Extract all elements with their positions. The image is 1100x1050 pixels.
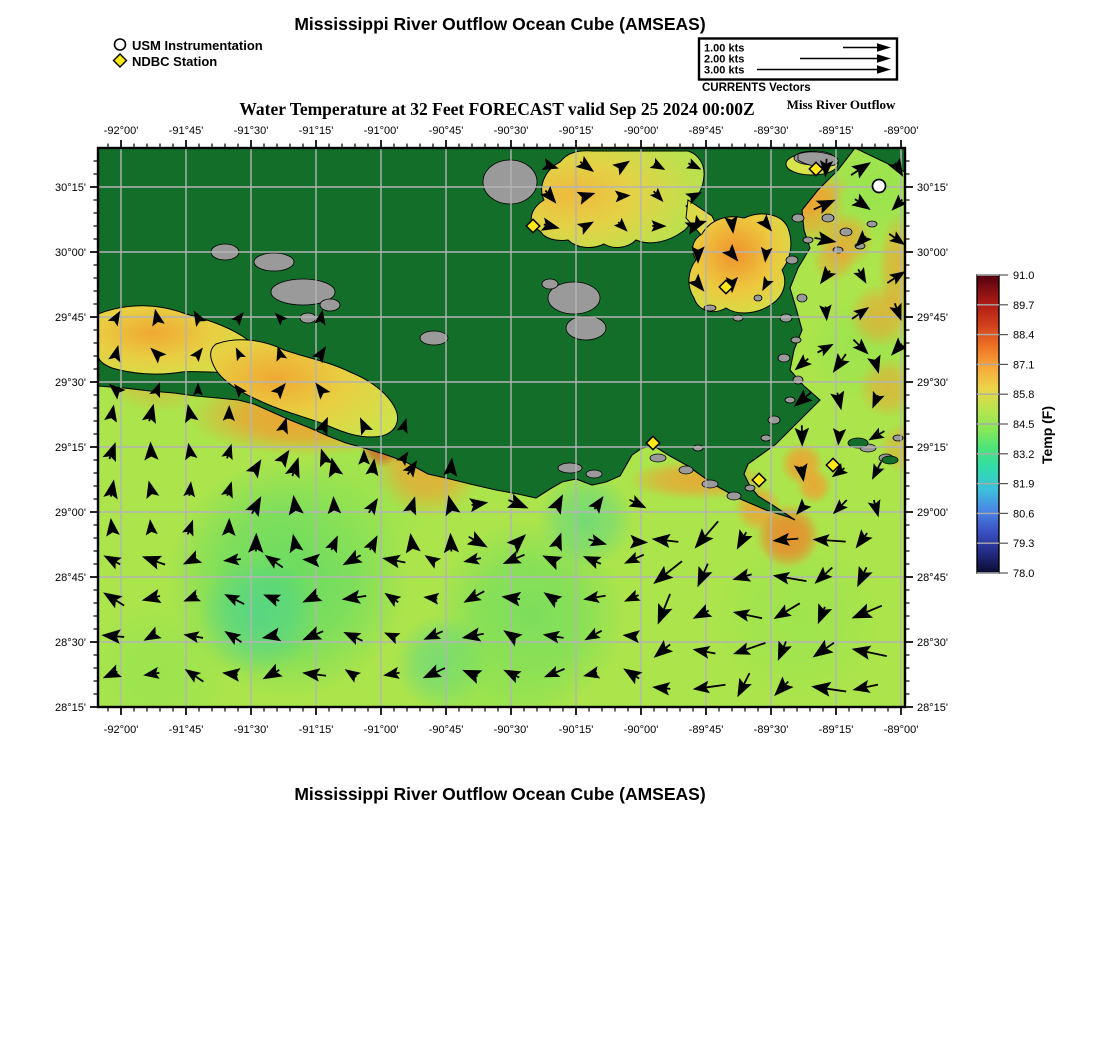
- ndbc-legend-icon: [114, 54, 127, 67]
- colorbar-tick-label: 83.2: [1013, 448, 1035, 461]
- x-axis-label-top: -91°15': [298, 125, 334, 137]
- colorbar-tick-label: 89.7: [1013, 299, 1035, 312]
- ndbc-legend-label: NDBC Station: [132, 54, 218, 69]
- usm-legend-label: USM Instrumentation: [132, 38, 263, 53]
- usm-legend-icon: [115, 39, 126, 50]
- x-axis-label-bottom: -91°00': [363, 724, 399, 736]
- colorbar-tick-label: 79.3: [1013, 538, 1035, 551]
- x-axis-label-bottom: -90°00': [623, 724, 659, 736]
- x-axis-label-bottom: -89°45': [688, 724, 724, 736]
- y-axis-label-left: 29°15': [55, 442, 86, 454]
- y-axis-label-left: 29°45': [55, 312, 86, 324]
- y-axis-label-right: 29°30': [917, 377, 948, 389]
- x-axis-label-top: -92°00': [103, 125, 139, 137]
- x-axis-label-top: -90°30': [493, 125, 529, 137]
- x-axis-label-top: -89°15': [818, 125, 854, 137]
- y-axis-label-left: 29°30': [55, 377, 86, 389]
- kts-label-3: 3.00 kts: [704, 64, 745, 77]
- currents-caption: CURRENTS Vectors: [702, 82, 811, 94]
- page-title: Mississippi River Outflow Ocean Cube (AMSEAS): [294, 14, 706, 34]
- colorbar-tick-label: 85.8: [1013, 389, 1035, 402]
- x-axis-label-top: -90°00': [623, 125, 659, 137]
- forecast-subtitle: Water Temperature at 32 Feet FORECAST valid Sep 25 2024 00:00Z: [239, 99, 755, 119]
- x-axis-label-bottom: -89°15': [818, 724, 854, 736]
- colorbar-tick-label: 88.4: [1013, 329, 1035, 342]
- x-axis-label-top: -91°00': [363, 125, 399, 137]
- y-axis-label-right: 29°00': [917, 507, 948, 519]
- usm-instrumentation-marker: [873, 180, 886, 193]
- colorbar-tick-label: 78.0: [1013, 568, 1035, 580]
- x-axis-label-bottom: -91°45': [168, 724, 204, 736]
- colorbar-tick-label: 81.9: [1013, 478, 1035, 491]
- currents-legend: [699, 39, 897, 95]
- x-axis-label-top: -89°30': [753, 125, 789, 137]
- y-axis-label-right: 29°45': [917, 312, 948, 324]
- y-axis-label-right: 28°45': [917, 572, 948, 584]
- x-axis-label-top: -89°00': [883, 125, 919, 137]
- x-axis-label-bottom: -92°00': [103, 724, 139, 736]
- x-axis-label-bottom: -90°30': [493, 724, 529, 736]
- x-axis-label-bottom: -91°30': [233, 724, 269, 736]
- region-annotation: Miss River Outflow: [786, 97, 896, 112]
- x-axis-label-bottom: -90°45': [428, 724, 464, 736]
- colorbar-tick-label: 80.6: [1013, 508, 1035, 521]
- colorbar: [977, 270, 1055, 580]
- x-axis-label-top: -90°15': [558, 125, 594, 137]
- colorbar-tick-label: 84.5: [1013, 419, 1035, 431]
- colorbar-tick-label: 87.1: [1013, 359, 1035, 372]
- kts-label-2: 2.00 kts: [704, 53, 745, 66]
- x-axis-label-bottom: -89°30': [753, 724, 789, 736]
- x-axis-label-top: -91°45': [168, 125, 204, 137]
- y-axis-label-left: 29°00': [55, 507, 86, 519]
- x-axis-label-bottom: -91°15': [298, 724, 334, 736]
- kts-label-1: 1.00 kts: [704, 42, 745, 55]
- y-axis-label-right: 28°30': [917, 637, 948, 649]
- bottom-title: Mississippi River Outflow Ocean Cube (AMSEAS): [294, 784, 706, 804]
- y-axis-label-left: 30°15': [55, 182, 86, 194]
- map: [88, 133, 933, 773]
- colorbar-title: Temp (F): [1039, 405, 1055, 465]
- y-axis-label-left: 28°30': [55, 637, 86, 649]
- colorbar-tick-label: 91.0: [1013, 270, 1035, 282]
- x-axis-label-bottom: -90°15': [558, 724, 594, 736]
- station-legend: [114, 38, 263, 69]
- y-axis-label-right: 30°00': [917, 247, 948, 259]
- x-axis-label-bottom: -89°00': [883, 724, 919, 736]
- y-axis-label-right: 29°15': [917, 442, 948, 454]
- y-axis-label-left: 28°15': [55, 702, 86, 714]
- x-axis-label-top: -89°45': [688, 125, 724, 137]
- x-axis-label-top: -91°30': [233, 125, 269, 137]
- y-axis-label-left: 30°00': [55, 247, 86, 259]
- y-axis-label-left: 28°45': [55, 572, 86, 584]
- x-axis-label-top: -90°45': [428, 125, 464, 137]
- y-axis-label-right: 30°15': [917, 182, 948, 194]
- y-axis-label-right: 28°15': [917, 702, 948, 714]
